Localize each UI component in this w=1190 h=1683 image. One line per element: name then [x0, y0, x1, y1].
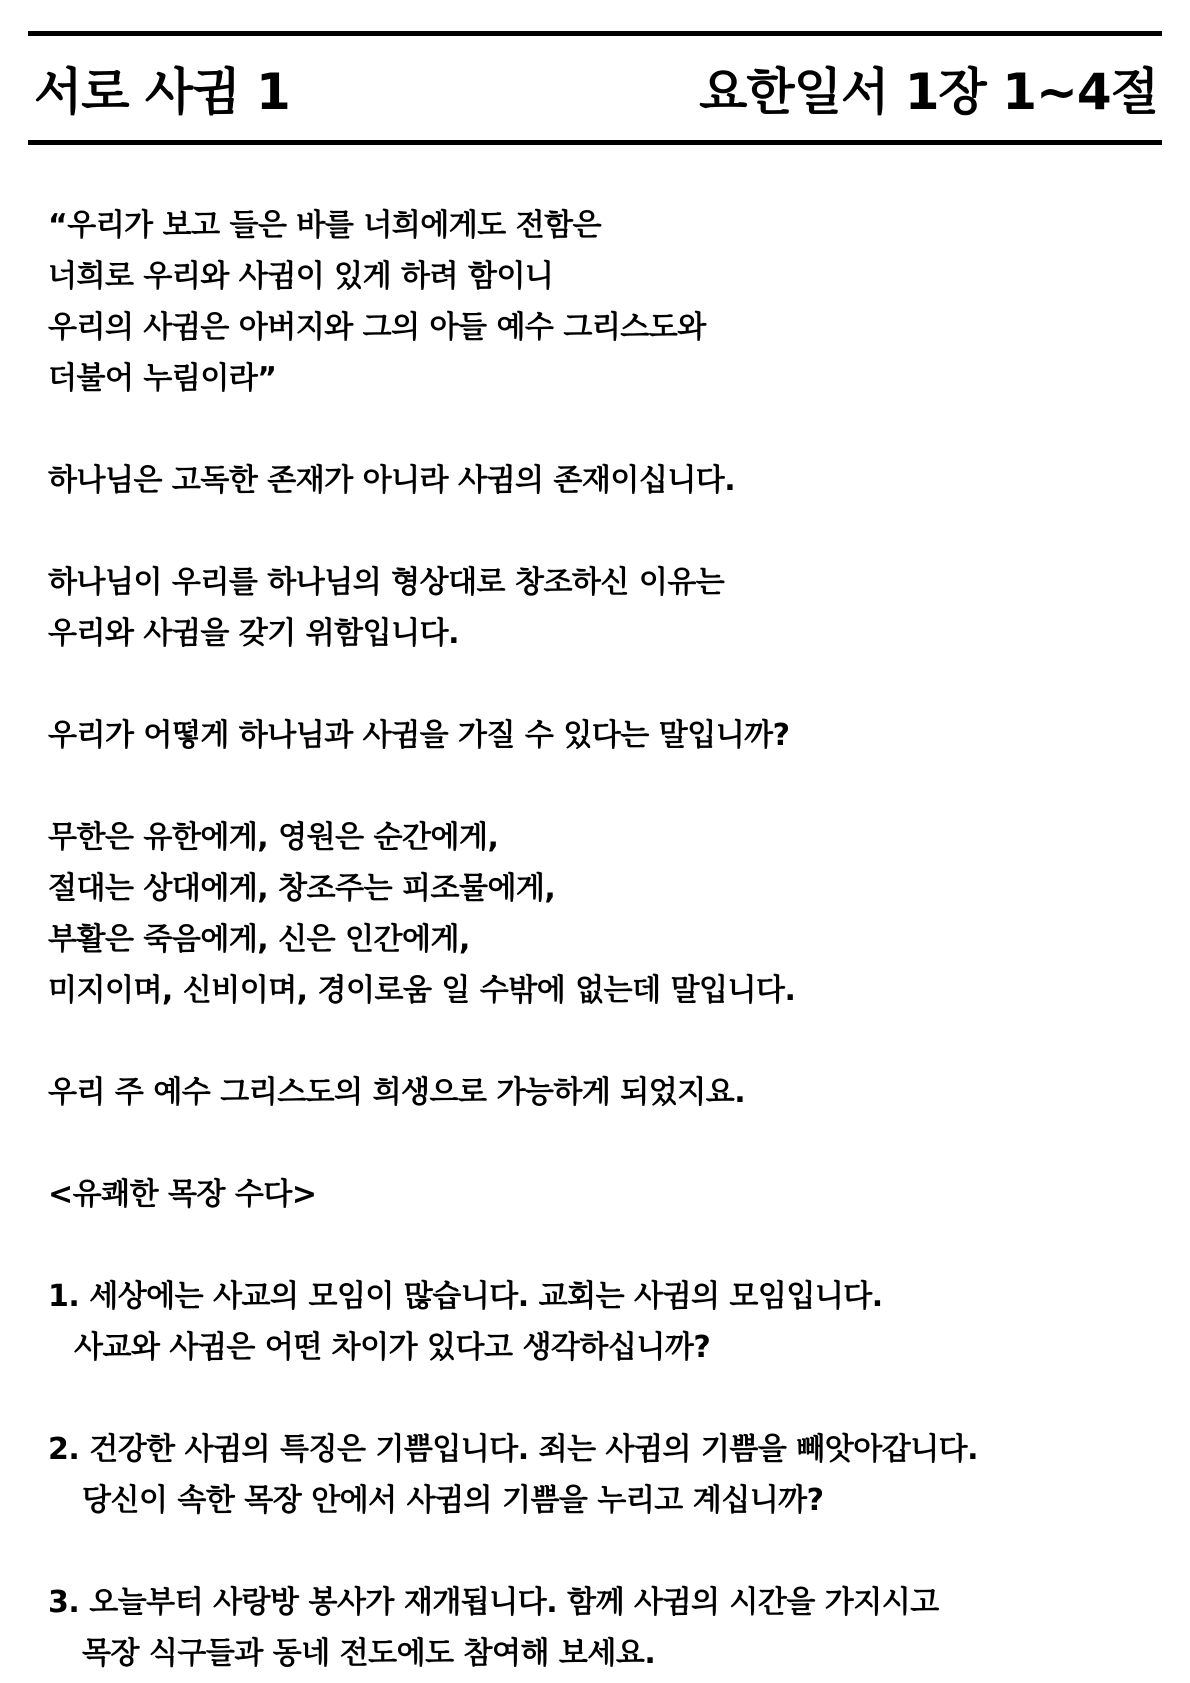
header-top-rule: [28, 31, 1162, 36]
scripture-reference: 요한일서 1장 1~4절: [699, 63, 1158, 121]
paragraph-spacer: [48, 761, 1148, 812]
discussion-question-1: [48, 1271, 1148, 1373]
scripture-quote: [48, 200, 1148, 404]
paragraph-line: 무한은 유한에게, 영원은 순간에게,: [48, 820, 499, 855]
paragraph-line: 하나님은 고독한 존재가 아니라 사귐의 존재이십니다.: [48, 463, 736, 498]
paragraph-god-fellowship: [48, 455, 1148, 506]
paragraph-spacer: [48, 1220, 1148, 1271]
paragraph-line: 우리와 사귐을 갖기 위함입니다.: [48, 616, 459, 651]
question-line-continued: 사교와 사귐은 어떤 차이가 있다고 생각하십니까?: [74, 1330, 711, 1365]
paragraph-spacer: [48, 1373, 1148, 1424]
scripture-quote-line: 너희로 우리와 사귐이 있게 하려 함이니: [48, 259, 554, 294]
question-line: 3. 오늘부터 사랑방 봉사가 재개됩니다. 함께 사귐의 시간을 가지시고: [48, 1585, 939, 1620]
document-body: [48, 200, 1148, 1679]
paragraph-spacer: [48, 659, 1148, 710]
paragraph-spacer: [48, 1118, 1148, 1169]
paragraph-line: 우리 주 예수 그리스도의 희생으로 가능하게 되었지요.: [48, 1075, 746, 1110]
paragraph-spacer: [48, 1016, 1148, 1067]
paragraph-sacrifice: [48, 1067, 1148, 1118]
scripture-quote-line: 더불어 누림이라”: [48, 361, 277, 396]
discussion-question-2: [48, 1424, 1148, 1526]
section-title: <유쾌한 목장 수다>: [48, 1177, 317, 1212]
question-line-continued: 당신이 속한 목장 안에서 사귐의 기쁨을 누리고 계십니까?: [82, 1483, 824, 1518]
scripture-quote-line: 우리의 사귐은 아버지와 그의 아들 예수 그리스도와: [48, 310, 706, 345]
paragraph-creation-purpose: [48, 557, 1148, 659]
header-bottom-rule: [28, 140, 1162, 145]
paragraph-spacer: [48, 1526, 1148, 1577]
question-line: 2. 건강한 사귐의 특징은 기쁨입니다. 죄는 사귐의 기쁨을 빼앗아갑니다.: [48, 1432, 979, 1467]
scripture-quote-line: “우리가 보고 들은 바를 너희에게도 전함은: [48, 208, 602, 243]
paragraph-spacer: [48, 506, 1148, 557]
paragraph-question: [48, 710, 1148, 761]
discussion-question-3: [48, 1577, 1148, 1679]
paragraph-spacer: [48, 404, 1148, 455]
paragraph-line: 부활은 죽음에게, 신은 인간에게,: [48, 922, 470, 957]
paragraph-line: 하나님이 우리를 하나님의 형상대로 창조하신 이유는: [48, 565, 725, 600]
question-line-continued: 목장 식구들과 동네 전도에도 참여해 보세요.: [82, 1636, 656, 1671]
paragraph-contrasts: [48, 812, 1148, 1016]
paragraph-line: 미지이며, 신비이며, 경이로움 일 수밖에 없는데 말입니다.: [48, 973, 796, 1008]
question-line: 1. 세상에는 사교의 모임이 많습니다. 교회는 사귐의 모임입니다.: [48, 1279, 883, 1314]
page-title: 서로 사귐 1: [34, 63, 290, 121]
paragraph-line: 절대는 상대에게, 창조주는 피조물에게,: [48, 871, 556, 906]
section-heading: [48, 1169, 1148, 1220]
paragraph-line: 우리가 어떻게 하나님과 사귐을 가질 수 있다는 말입니까?: [48, 718, 790, 753]
